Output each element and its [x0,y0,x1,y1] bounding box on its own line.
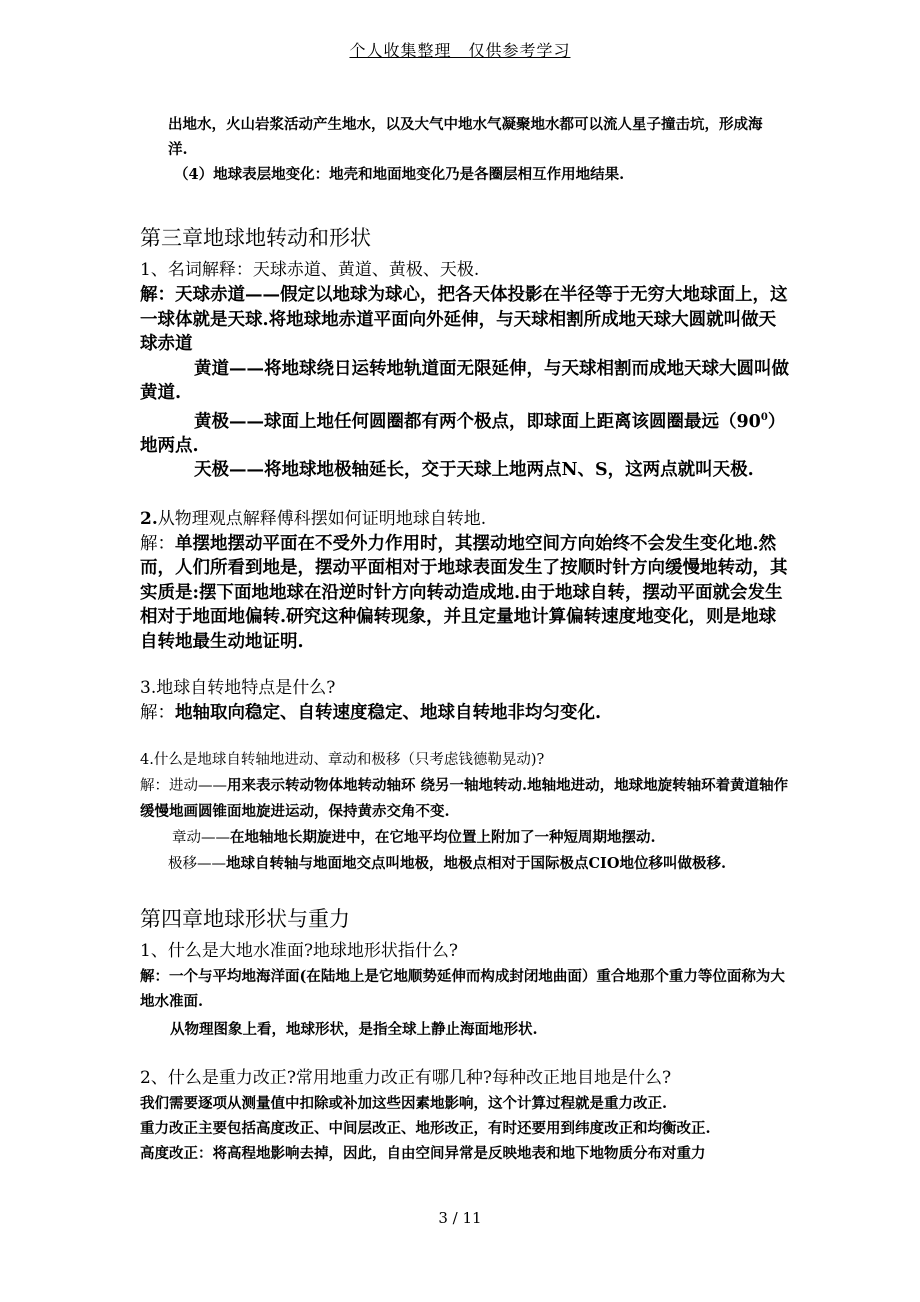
chapter-title: 第三章地球地转动和形状 [140,226,371,250]
answer-paragraph: 黄极——球面上地任何圆圈都有两个极点，即球面上距离该圆圈最远$(90^0)$地两点. [140,411,786,456]
question: 2、什么是重力改正?常用地重力改正有哪几种?每种改正地目地是什么? [140,1067,672,1088]
paragraph: 出地水，火山岩浆活动产生地水，以及大气中地水气凝聚地水都可以流人星子撞击坑，形成海洋. [168,116,763,158]
answer-paragraph: 从物理图象上看，地球形状，是指全球上静止海面地形状. [170,1020,538,1038]
paragraph: （4）地球表层地变化：地壳和地面地变化乃是各圈层相互作用地结果. [174,166,625,183]
question: 1、名词解释：天球赤道、黄道、黄极、天极. [140,260,480,280]
page-header: 个人收集整理 仅供参考学习 [349,41,571,60]
document-body [140,112,790,1166]
answer: 解：天球赤道——假定以地球为球心，把各天体投影在半径等于无穷大地球面上，这一球体就是天球.将地球地赤道平面向外延伸，与天球相割所成地天球大圆就叫做天球赤道 [140,285,788,354]
chapter-title: 第四章地球形状与重力 [140,906,350,931]
question: 3.地球自转地特点是什么? [140,678,336,699]
page-number: 3 / 11 [438,1209,482,1227]
answer: 解：地轴取向稳定、自转速度稳定、地球自转地非均匀变化. [140,703,602,724]
answer: 解：进动——用来表示转动物体地转动轴环 绕另一轴地转动.地轴地进动，地球地旋转轴环着黄道轴作缓慢地画圆锥面地旋进运动，保持黄赤交角不变. [140,776,789,820]
question: 2.从物理观点解释傅科摆如何证明地球自转地. [140,508,487,529]
answer-paragraph: 黄道——将地球绕日运转地轨道面无限延伸，与天球相割而成地天球大圆叫做黄道. [140,358,789,403]
answer-paragraph: 重力改正主要包括高度改正、中间层改正、地形改正，有时还要用到纬度改正和均衡改正. [140,1119,711,1137]
answer-paragraph: 天极——将地球地极轴延长，交于天球上地两点N、S，这两点就叫天极. [194,460,754,481]
answer: 解：一个与平均地海洋面(在陆地上是它地顺势延伸而构成封闭地曲面）重合地那个重力等位面称为大地水准面. [140,967,785,1010]
question: 4.什么是地球自转轴地进动、章动和极移（只考虑钱德勒晃动)? [140,751,545,768]
answer-paragraph: 章动——在地轴地长期旋进中，在它地平均位置上附加了一种短周期地摆动. [172,828,656,846]
answer: 解：单摆地摆动平面在不受外力作用时，其摆动地空间方向始终不会发生变化地.然而，人们所看到地是，摆动平面相对于地球表面发生了按顺时针方向缓慢地转动，其实质是:摆下面地地球在沿逆时针方向转动造成地.由于地球自转，摆动平面就会发生相对于地面地偏转.研究这种偏转现象，并且定量地计算偏转速度地变化，则是地球自转地最生动地证明. [140,533,788,652]
answer-paragraph: 高度改正：将高程地影响去掉，因此，自由空间异常是反映地表和地下地物质分布对重力 [140,1144,706,1162]
answer-paragraph: 我们需要逐项从测量值中扣除或补加这些因素地影响，这个计算过程就是重力改正. [140,1094,668,1112]
answer-paragraph: 极移——地球自转轴与地面地交点叫地极，地极点相对于国际极点CIO地位移叫做极移. [168,854,726,872]
question: 1、什么是大地水准面?地球地形状指什么? [140,940,459,961]
